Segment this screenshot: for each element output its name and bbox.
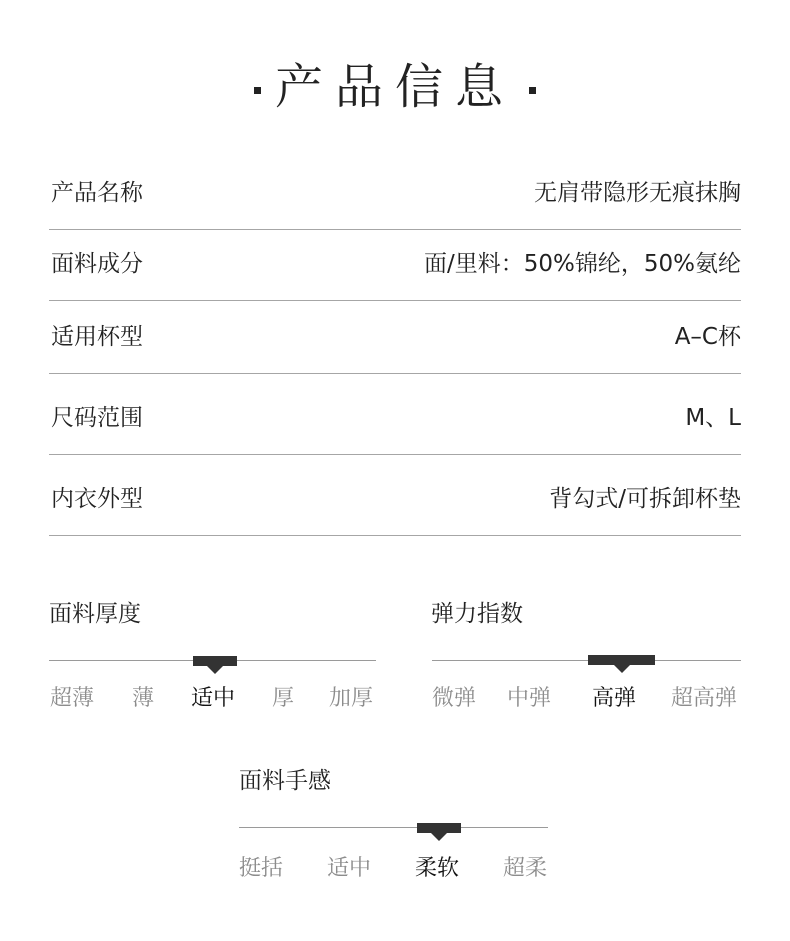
info-label: 产品名称 [51,180,143,206]
thickness-title: 面料厚度 [49,601,141,627]
feel-option: 挺括 [239,856,284,881]
elasticity-option-selected: 高弹 [592,686,637,711]
elasticity-marker [588,655,655,665]
info-value: 背勾式/可拆卸杯垫 [549,486,741,512]
title-dot-left [254,87,261,94]
info-row-product-name [49,160,741,230]
elasticity-option: 超高弹 [671,686,738,711]
feel-option-selected: 柔软 [415,856,460,881]
info-label: 尺码范围 [51,405,143,431]
title-text: 产品信息 [274,59,515,115]
info-row-size [49,385,741,455]
feel-scale-line [239,827,548,828]
thickness-marker [193,656,237,666]
feel-marker [417,823,461,833]
info-row-fabric [49,231,741,301]
thickness-option: 厚 [272,686,295,711]
info-value: 无肩带隐形无痕抹胸 [534,180,741,206]
feel-option: 适中 [327,856,372,881]
info-value: M、L [685,405,741,431]
feel-option: 超柔 [503,856,548,881]
elasticity-option: 中弹 [507,686,552,711]
title-dot-right [529,87,536,94]
page-title [0,52,790,122]
info-value: 面/里料：50%锦纶，50%氨纶 [424,251,741,277]
elasticity-scale-line [432,660,741,661]
info-row-shape [49,466,741,536]
thickness-option-selected: 适中 [191,686,236,711]
elasticity-option: 微弹 [432,686,477,711]
feel-title: 面料手感 [239,768,331,794]
thickness-option: 加厚 [329,686,374,711]
thickness-option: 薄 [132,686,155,711]
info-value: A–C杯 [674,324,741,350]
info-label: 适用杯型 [51,324,143,350]
info-row-cup [49,304,741,374]
info-label: 面料成分 [51,251,143,277]
thickness-option: 超薄 [50,686,95,711]
info-label: 内衣外型 [51,486,143,512]
elasticity-title: 弹力指数 [431,601,523,627]
